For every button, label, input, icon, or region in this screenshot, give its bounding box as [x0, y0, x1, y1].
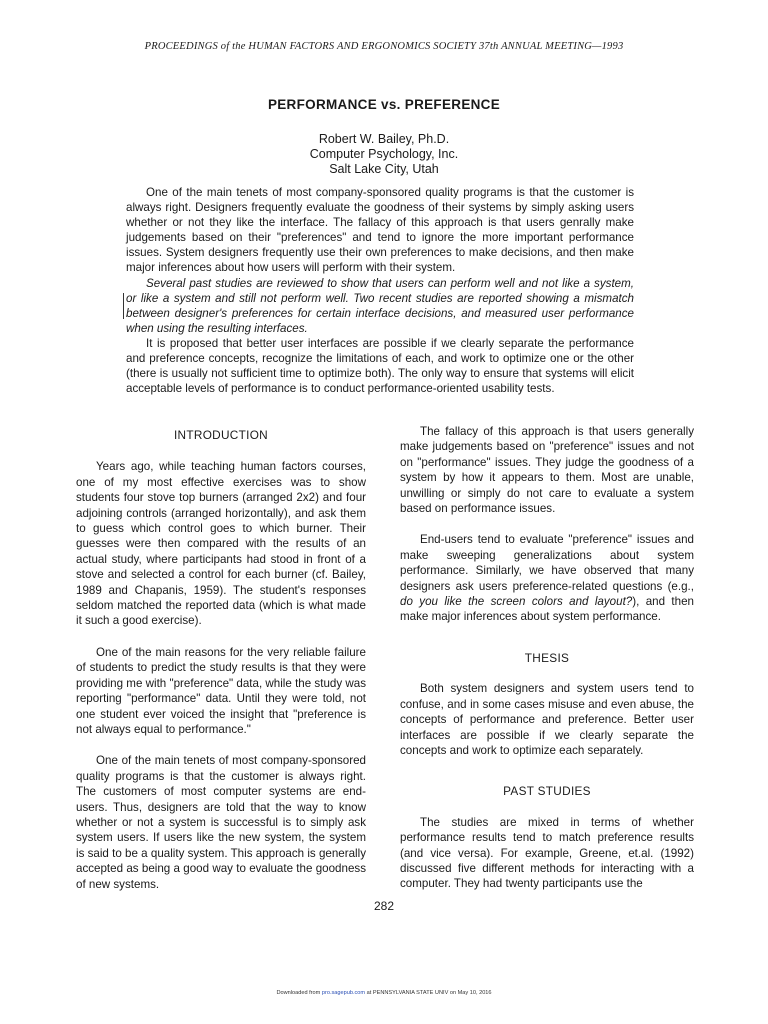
paper-title: PERFORMANCE vs. PREFERENCE [267, 97, 501, 112]
past-studies-paragraph: The studies are mixed in terms of whether performance results tend to match preference results (and vice versa). For example, Greene, et.al. (1992) discussed five different methods for interacting with a computer. They had twenty participants use the [400, 815, 694, 891]
running-head: PROCEEDINGS of the HUMAN FACTORS AND ERGONOMICS SOCIETY 37th ANNUAL MEETING—1993 [144, 41, 624, 52]
author-location: Salt Lake City, Utah [329, 162, 439, 176]
margin-bar [123, 293, 124, 319]
right-paragraph-1: The fallacy of this approach is that users generally make judgements based on "preference" issues and not on "performance" issues. They judge the goodness of a system by how it appears to them. Most are unable, unwilling or simply do not care to evaluate a system based on performance issues. [400, 425, 694, 516]
footer-suffix: at PENNSYLVANIA STATE UNIV on May 10, 2016 [365, 990, 492, 996]
thesis-paragraph: Both system designers and system users tend to confuse, and in some cases misuse and even abuse, the concepts of performance and preference. Better user interfaces are possible if we clearly separate the concepts and work to optimize each separately. [400, 682, 694, 757]
right-paragraph-2-start: End-users tend to evaluate "preference" issues and make sweeping generalizations about system performance. Similarly, we have observed that many designers ask users preference-related questions (e.g., [400, 533, 694, 593]
introduction-heading: INTRODUCTION [173, 428, 269, 442]
abstract-paragraph-2 [126, 276, 634, 336]
right-paragraph-2-italic: do you like the screen colors and layout? [400, 595, 633, 609]
left-column [76, 428, 366, 892]
intro-paragraph-1: Years ago, while teaching human factors courses, one of my most effective exercises was to show students four stove top burners (arranged 2x2) and four adjoining controls (arranged horizontally), and ask them to guess which control goes to which burner. Their guesses were then compared with the results of an actual study, where participants had stood in front of a stove and selected a control for each burner (cf. Bailey, 1989 and Chapanis, 1959). The student's responses seldom matched the reported data (which is what made it such a good exercise). [76, 460, 366, 628]
download-footer [0, 990, 768, 996]
abstract-paragraph-1: One of the main tenets of most company-sponsored quality programs is that the customer is always right. Designers frequently evaluate the goodness of their systems by simply asking users whether or not they like the interface. The fallacy of this approach is that users genrally make judgements based on their "preferences" and tend to ignore the more important performance issues. System designers frequently use their own preferences to make decisions, and then make major inferences about how users will perform with their system. [126, 186, 634, 275]
author-name: Robert W. Bailey, Ph.D. [318, 132, 450, 146]
right-paragraph-2-end: ), and then make major inferences about system performance. [400, 595, 694, 624]
intro-paragraph-3: One of the main tenets of most company-sponsored quality programs is that the customer is always right. The customers of most computer systems are end-users. Thus, designers are told that the way to know whether or not a system is successful is to simply ask system users. If users like the new system, the system is said to be a quality system. This approach is generally accepted as being a good way to evaluate the goodness of new systems. [76, 754, 366, 891]
abstract-paragraph-3: It is proposed that better user interfaces are possible if we clearly separate the performance and preference concepts, recognize the limitations of each, and work to optimize one or the other (there is usually not sufficient time to optimize both). The only way to ensure that systems will elicit acceptable levels of performance is to conduct performance-oriented usability tests. [126, 336, 634, 396]
right-column [400, 424, 694, 892]
thesis-heading: THESIS [524, 650, 570, 665]
abstract-paragraph-2-text: Several past studies are reviewed to show that users can perform well and not like a system, or like a system and still not perform well. Two recent studies are reported showing a mismatch between designer's preferences for certain interface decisions, and measured user performance when using the resulting interfaces. [126, 276, 634, 335]
intro-paragraph-2: One of the main reasons for the very reliable failure of students to predict the study results is that they were providing me with "preference" data, while the study was reporting "performance" data. Until they were told, not one student ever voiced the insight that "preference is not always equal to performance." [76, 645, 366, 736]
author-affiliation: Computer Psychology, Inc. [309, 147, 459, 161]
footer-link[interactable]: pro.sagepub.com [321, 990, 366, 996]
page-number: 282 [373, 899, 395, 913]
abstract [126, 185, 634, 396]
right-paragraph-2 [400, 532, 694, 624]
past-studies-heading: PAST STUDIES [503, 784, 591, 799]
author-block [0, 132, 768, 177]
footer-prefix: Downloaded from [276, 990, 322, 996]
